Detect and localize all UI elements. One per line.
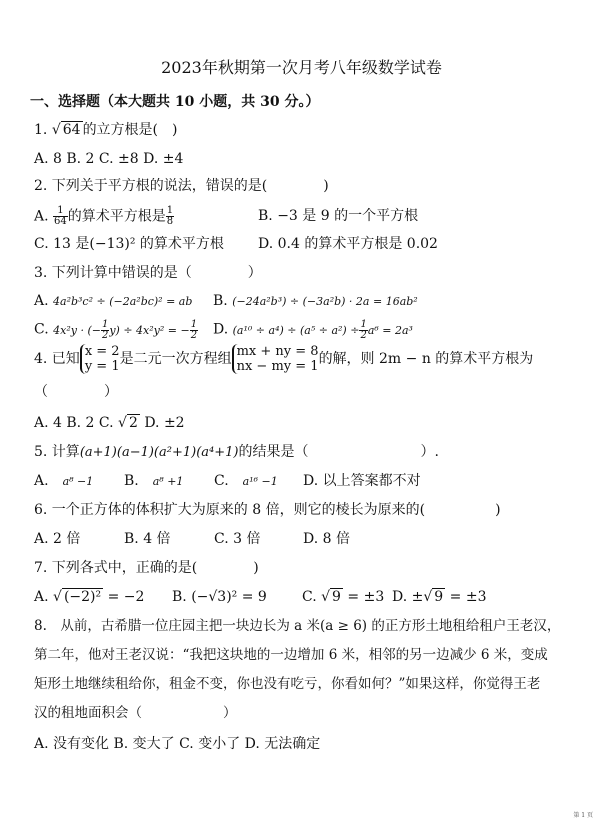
q2-a-label: A.: [34, 208, 49, 225]
q6-option-a: A. 2 倍: [34, 531, 81, 547]
q5-option-b: B. a⁸ +1: [124, 473, 184, 489]
q3-option-b: [213, 292, 418, 311]
q4-solution-system: x = 2 y = 1: [80, 344, 120, 374]
q3-d-expr: (a¹⁰ ÷ a⁴) ÷ (a⁵ ÷ a²) ÷ $\frac{1}{2}$ a⁶ = 2a³: [232, 319, 413, 341]
q4-equation-system: mx + ny = 8 nx − my = 1: [232, 344, 319, 374]
q1-number: 1.: [34, 122, 48, 138]
q4-prefix: 4. 已知: [34, 351, 80, 367]
q5-option-a: A. a⁸ −1: [34, 473, 94, 489]
q7-option-c: C. √ 9 = ±3: [302, 589, 385, 605]
question-8-line-2: 第二年，他对王老汉说：“我把这块地的一边增加 6 米，相邻的另一边减少 6 米，变成: [34, 647, 548, 663]
q4-mid: 是二元一次方程组: [119, 351, 232, 367]
q3-c-expr: 4x²y · (− $\frac{1}{2}$ y) ÷ 4x²y² = − $\frac{1}{2}$: [53, 319, 198, 341]
q6-option-c: C. 3 倍: [214, 531, 261, 547]
q1-stem: 的立方根是( ): [82, 122, 178, 138]
q5-option-c: C. a¹⁶ −1: [214, 473, 278, 489]
q8-options: A. 没有变化 B. 变大了 C. 变小了 D. 无法确定: [34, 736, 321, 752]
q2-a-fraction: $\frac{1}{64}$: [54, 205, 67, 227]
q3-option-d: [213, 320, 413, 341]
q3-b-expr: (−24a²b³) ÷ (−3a²b) · 2a = 16ab²: [232, 295, 418, 308]
q3-option-c: [34, 320, 198, 341]
question-8-line-4: 汉的租地面积会（ ）: [34, 705, 237, 721]
q2-option-a: [34, 206, 174, 227]
q6-option-b: B. 4 倍: [124, 531, 171, 547]
q3-a-expr: 4a²b³c² ÷ (−2a²bc)² = ab: [53, 295, 193, 308]
question-5: 5. 计算(a+1)(a−1)(a²+1)(a⁴+1)的结果是（ ）.: [34, 444, 439, 460]
q6-option-d: D. 8 倍: [303, 531, 350, 547]
question-7: 7. 下列各式中，正确的是( ): [34, 560, 259, 576]
question-6: 6. 一个正方体的体积扩大为原来的 8 倍，则它的棱长为原来的( ): [34, 502, 501, 518]
q7-option-a: A. √ (−2)² = −2: [34, 589, 145, 605]
q2-a-text: 的算术平方根是: [67, 208, 166, 225]
question-4: [34, 344, 533, 374]
question-8-line-3: 矩形土地继续租给你，租金不变，你也没有吃亏，你看如何？”如果这样，你觉得王老: [34, 676, 541, 692]
section-heading: 一、选择题（本大题共 10 小题，共 30 分。）: [30, 94, 320, 110]
q5-option-d: D. 以上答案都不对: [303, 473, 421, 489]
q2-option-b: B. −3 是 9 的一个平方根: [258, 208, 419, 224]
question-2: 2. 下列关于平方根的说法，错误的是( ): [34, 178, 329, 194]
q3-c-label: C.: [34, 321, 49, 338]
q7-option-b: B. (−√3)² = 9: [172, 589, 267, 605]
q2-option-d: D. 0.4 的算术平方根是 0.02: [258, 236, 438, 252]
q7-option-d: D. ±√ 9 = ±3: [392, 589, 487, 605]
question-8-line-1: 8. 从前，古希腊一位庄园主把一块边长为 a 米(a ≥ 6) 的正方形土地租给租户王老汉，: [34, 618, 561, 634]
exam-title: 2023年秋期第一次月考八年级数学试卷: [161, 58, 442, 77]
q3-option-a: [34, 292, 192, 311]
q4-answer-paren: （ ）: [34, 384, 118, 400]
q1-radicand: 64: [62, 122, 81, 138]
question-1: [34, 121, 178, 139]
q2-a-fraction2: $\frac{1}{8}$: [166, 205, 174, 227]
q3-a-label: A.: [34, 293, 49, 309]
q1-options: A. 8 B. 2 C. ±8 D. ±4: [34, 151, 184, 167]
page-footer: 第 1 页: [573, 812, 593, 819]
q4-post: 的解，则 2m − n 的算术平方根为: [318, 351, 534, 367]
q1-sqrt: √ 64: [51, 122, 81, 138]
q2-option-c: C. 13 是(−13)² 的算术平方根: [34, 236, 224, 252]
q4-options: A. 4 B. 2 C. √ 2 D. ±2: [34, 415, 185, 431]
q3-b-label: B.: [213, 293, 228, 309]
question-3: 3. 下列计算中错误的是（ ）: [34, 265, 262, 281]
q3-d-label: D.: [213, 321, 229, 338]
